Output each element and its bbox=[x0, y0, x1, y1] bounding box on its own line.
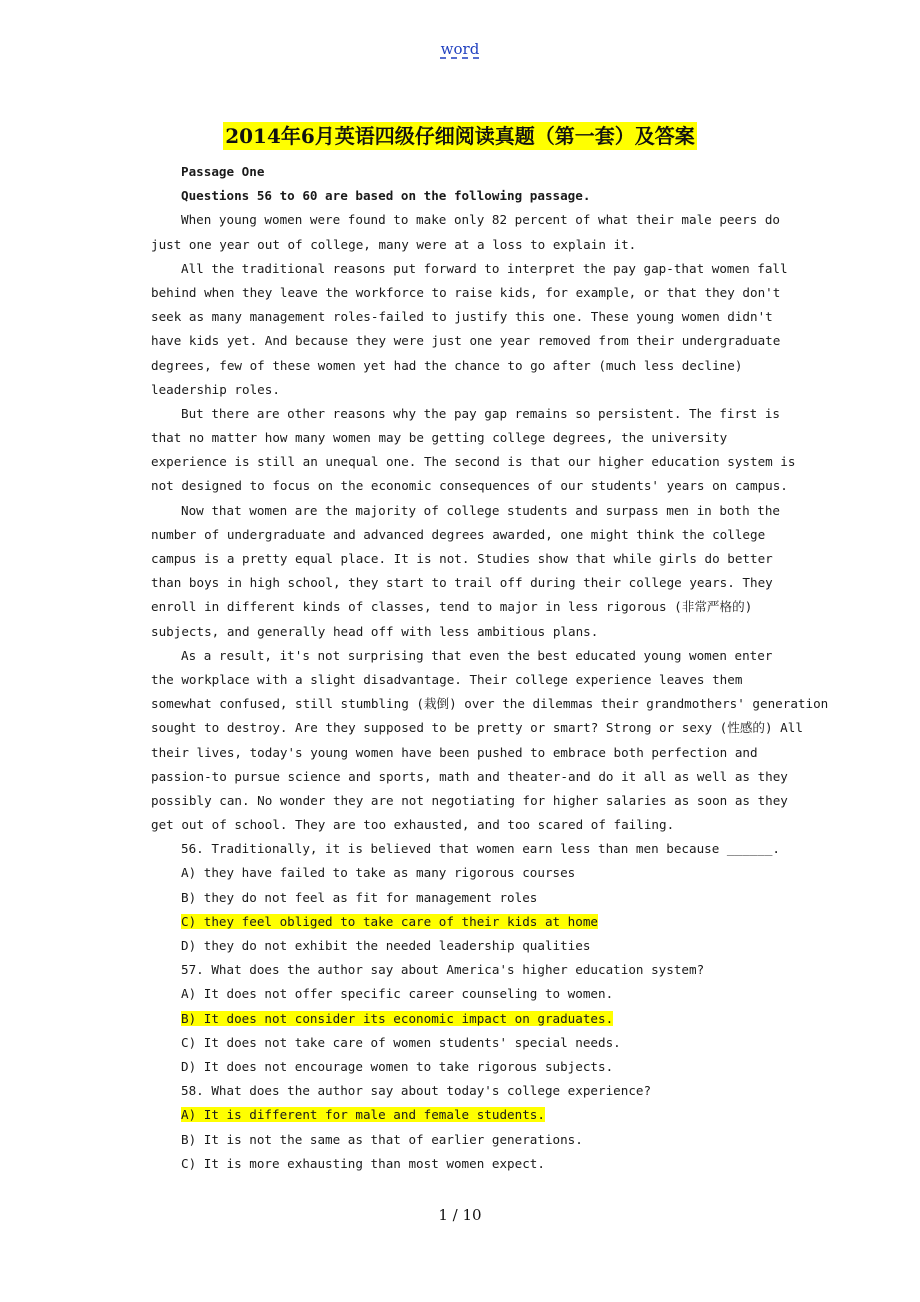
document-body bbox=[151, 160, 829, 1176]
document-title bbox=[0, 120, 920, 149]
text-line: than boys in high school, they start to trail off during their college years. They bbox=[151, 575, 773, 591]
text-line: the workplace with a slight disadvantage. Their college experience leaves them bbox=[151, 671, 743, 687]
text-line: just one year out of college, many were at a loss to explain it. bbox=[151, 236, 637, 252]
answer-option: C) It does not take care of women students' special needs. bbox=[181, 1034, 621, 1050]
text-line: degrees, few of these women yet had the chance to go after (much less decline) bbox=[151, 357, 743, 373]
text-line: Now that women are the majority of college students and surpass men in both the bbox=[181, 502, 780, 518]
text-line: When young women were found to make only 82 percent of what their male peers do bbox=[181, 212, 780, 228]
text-line: As a result, it's not surprising that even the best educated young women enter bbox=[181, 647, 773, 663]
answer-option: A) they have failed to take as many rigorous courses bbox=[181, 865, 576, 881]
question-stem: 56. Traditionally, it is believed that women earn less than men because ______. bbox=[181, 841, 780, 857]
answer-option-highlighted bbox=[151, 1007, 816, 1031]
text-line: experience is still an unequal one. The second is that our higher education system is bbox=[151, 454, 796, 470]
answer-option: D) they do not exhibit the needed leadership qualities bbox=[181, 938, 591, 953]
answer-option-highlighted bbox=[151, 1103, 816, 1127]
answer-option: B) It is not the same as that of earlier generations. bbox=[181, 1131, 583, 1147]
text-line: All the traditional reasons put forward to interpret the pay gap-that women fall bbox=[181, 260, 788, 276]
text-line: leadership roles. bbox=[151, 381, 280, 397]
answer-option-highlighted bbox=[151, 910, 816, 934]
highlighted-answer-text: B) It does not consider its economic impact on graduates. bbox=[181, 1010, 614, 1026]
passage-label: Passage One bbox=[181, 164, 265, 179]
text-line: possibly can. No wonder they are not negotiating for higher salaries as soon as they bbox=[151, 792, 788, 808]
text-line: their lives, today's young women have been pushed to embrace both perfection and bbox=[151, 744, 758, 760]
paragraph-2 bbox=[151, 257, 816, 402]
text-line: not designed to focus on the economic consequences of our students' years on campus. bbox=[151, 478, 788, 494]
highlighted-answer-text: A) It is different for male and female students. bbox=[181, 1107, 545, 1123]
question-56 bbox=[151, 837, 816, 958]
page-number: 1 / 10 bbox=[438, 1206, 482, 1224]
question-stem: 58. What does the author say about today's college experience? bbox=[181, 1083, 652, 1099]
question-58 bbox=[151, 1079, 816, 1176]
answer-option: B) they do not feel as fit for management roles bbox=[181, 889, 538, 905]
text-line: sought to destroy. Are they supposed to be pretty or smart? Strong or sexy (性感的) All bbox=[151, 720, 803, 736]
text-line: campus is a pretty equal place. It is not. Studies show that while girls do better bbox=[151, 551, 773, 566]
title-text: 2014年6月英语四级仔细阅读真题（第一套）及答案 bbox=[225, 124, 695, 148]
text-line: that no matter how many women may be getting college degrees, the university bbox=[151, 430, 728, 446]
paragraph-1 bbox=[151, 208, 816, 256]
text-line: somewhat confused, still stumbling (栽倒) over the dilemmas their grandmothers' generation bbox=[151, 696, 829, 712]
text-line: have kids yet. And because they were just one year removed from their undergraduate bbox=[151, 333, 781, 349]
text-line: enroll in different kinds of classes, tend to major in less rigorous (非常严格的) bbox=[151, 599, 753, 615]
paragraph-4 bbox=[151, 499, 816, 644]
paragraph-3 bbox=[151, 402, 816, 499]
paragraph-5 bbox=[151, 644, 829, 838]
text-line: passion-to pursue science and sports, math and theater-and do it all as well as they bbox=[151, 768, 788, 784]
text-line: number of undergraduate and advanced degrees awarded, one might think the college bbox=[151, 526, 766, 542]
highlighted-answer-text: C) they feel obliged to take care of their kids at home bbox=[181, 913, 599, 929]
answer-option: C) It is more exhausting than most women expect. bbox=[181, 1155, 545, 1171]
text-line: But there are other reasons why the pay gap remains so persistent. The first is bbox=[181, 405, 780, 421]
text-line: seek as many management roles-failed to justify this one. These young women didn't bbox=[151, 309, 773, 325]
text-line: get out of school. They are too exhausted, and too scared of failing. bbox=[151, 817, 675, 833]
header-word-link[interactable]: word bbox=[440, 40, 480, 58]
text-line: subjects, and generally head off with less ambitious plans. bbox=[151, 623, 599, 639]
questions-intro: Questions 56 to 60 are based on the following passage. bbox=[181, 188, 591, 204]
answer-option: A) It does not offer specific career counseling to women. bbox=[181, 986, 614, 1002]
answer-option: D) It does not encourage women to take rigorous subjects. bbox=[181, 1058, 614, 1074]
question-stem: 57. What does the author say about America's higher education system? bbox=[181, 962, 705, 978]
question-57 bbox=[151, 958, 816, 1079]
text-line: behind when they leave the workforce to raise kids, for example, or that they don't bbox=[151, 284, 781, 300]
